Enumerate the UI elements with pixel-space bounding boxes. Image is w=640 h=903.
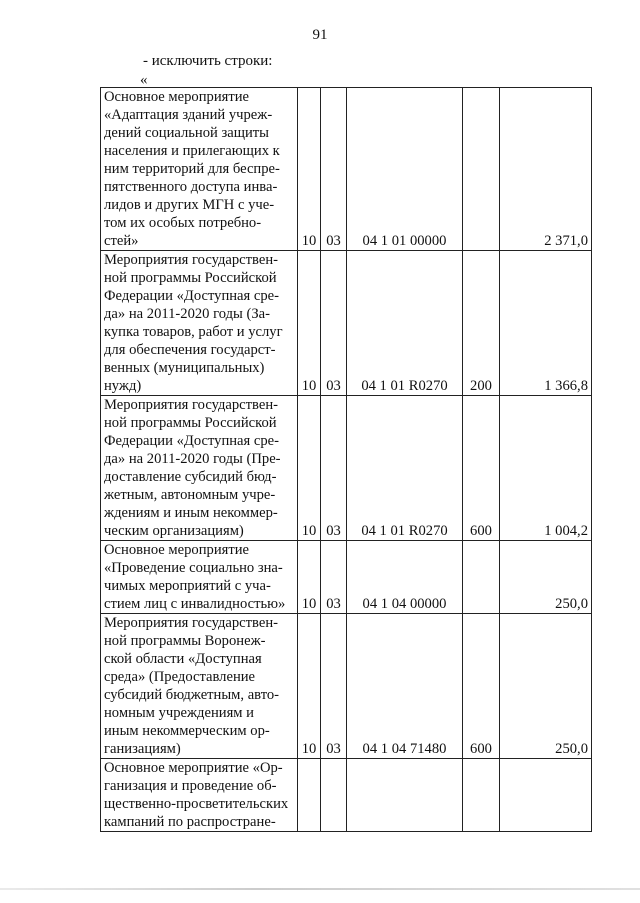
expense-type-cell <box>463 396 500 541</box>
target-article-cell <box>347 88 463 251</box>
section-code-cell <box>298 251 321 396</box>
expense-type-cell <box>463 759 500 832</box>
subsection-code-text: 03 <box>326 741 341 757</box>
amount-text: 2 371,0 <box>544 233 588 249</box>
table-row <box>101 614 592 759</box>
target-article-text: 04 1 01 R0270 <box>361 523 448 539</box>
target-article-cell <box>347 541 463 614</box>
subsection-code-cell <box>321 759 347 832</box>
expense-type-cell <box>463 614 500 759</box>
activity-name-cell <box>101 251 298 396</box>
amount-text: 250,0 <box>555 741 588 757</box>
expense-type-cell <box>463 541 500 614</box>
amount-cell <box>500 541 592 614</box>
amount-text: 1 004,2 <box>544 523 588 539</box>
amount-text: 250,0 <box>555 596 588 612</box>
target-article-cell <box>347 251 463 396</box>
expense-type-cell <box>463 251 500 396</box>
subsection-code-text: 03 <box>326 523 341 539</box>
target-article-text: 04 1 01 R0270 <box>361 378 448 394</box>
target-article-text: 04 1 04 71480 <box>362 741 447 757</box>
table-row <box>101 396 592 541</box>
budget-table-body <box>101 88 592 832</box>
table-row <box>101 88 592 251</box>
opening-quote: « <box>140 72 148 88</box>
subsection-code-cell <box>321 396 347 541</box>
subsection-code-text: 03 <box>326 233 341 249</box>
target-article-text: 04 1 01 00000 <box>362 233 447 249</box>
activity-name-text: Основное мероприятие «Ор- ганизация и проведение об- щественно-просветительских кампаний по распростране- <box>104 760 289 830</box>
expense-type-text: 600 <box>470 523 492 539</box>
table-row <box>101 541 592 614</box>
expense-type-cell <box>463 88 500 251</box>
subsection-code-cell <box>321 251 347 396</box>
target-article-cell <box>347 614 463 759</box>
subsection-code-text: 03 <box>326 378 341 394</box>
subsection-code-cell <box>321 541 347 614</box>
activity-name-text: Мероприятия государствен- ной программы Российской Федерации «Доступная сре- да» на 2011-2020 годы (Пре- доставление субсидий бюд- жетным, автономным учре- ждениям и иным некоммер- ческим организациям) <box>104 397 281 539</box>
budget-table <box>100 87 592 832</box>
section-code-text: 10 <box>301 523 317 539</box>
expense-type-text: 200 <box>470 378 492 394</box>
subsection-code-cell <box>321 88 347 251</box>
section-code-text: 10 <box>301 378 317 394</box>
amount-cell <box>500 759 592 832</box>
expense-type-text: 600 <box>470 741 492 757</box>
scan-edge-artifact <box>0 888 640 890</box>
activity-name-cell <box>101 541 298 614</box>
amount-cell <box>500 251 592 396</box>
section-code-cell <box>298 541 321 614</box>
activity-name-cell <box>101 614 298 759</box>
section-code-text: 10 <box>301 233 317 249</box>
section-code-cell <box>298 759 321 832</box>
section-code-text: 10 <box>301 741 317 757</box>
page-number: 91 <box>312 27 328 43</box>
amount-cell <box>500 396 592 541</box>
amount-cell <box>500 614 592 759</box>
section-code-cell <box>298 88 321 251</box>
activity-name-text: Основное мероприятие «Проведение социально зна- чимых мероприятий с уча- стием лиц с инвалидностью» <box>104 542 286 612</box>
subsection-code-text: 03 <box>326 596 341 612</box>
section-code-text: 10 <box>301 596 317 612</box>
table-row <box>101 759 592 832</box>
target-article-text: 04 1 04 00000 <box>362 596 447 612</box>
target-article-cell <box>347 396 463 541</box>
activity-name-text: Основное мероприятие «Адаптация зданий учреж- дений социальной защиты населения и прилегающих к ним территорий для беспре- пятственного доступа инва- лидов и других МГН с уче- том их особых потребно- стей» <box>104 89 280 249</box>
activity-name-cell <box>101 759 298 832</box>
section-code-cell <box>298 614 321 759</box>
target-article-cell <box>347 759 463 832</box>
amount-text: 1 366,8 <box>544 378 588 394</box>
intro-instruction: - исключить строки: <box>143 53 273 69</box>
table-row <box>101 251 592 396</box>
activity-name-cell <box>101 396 298 541</box>
activity-name-text: Мероприятия государствен- ной программы Российской Федерации «Доступная сре- да» на 2011-2020 годы (За- купка товаров, работ и услуг для обеспечения государст- венных (муниципальных) нужд) <box>104 252 283 394</box>
subsection-code-cell <box>321 614 347 759</box>
amount-cell <box>500 88 592 251</box>
activity-name-cell <box>101 88 298 251</box>
activity-name-text: Мероприятия государствен- ной программы Воронеж- ской области «Доступная среда» (Предоставление субсидий бюджетным, авто- номным учреждениям и иным некоммерческим ор- ганизациям) <box>104 615 280 757</box>
section-code-cell <box>298 396 321 541</box>
